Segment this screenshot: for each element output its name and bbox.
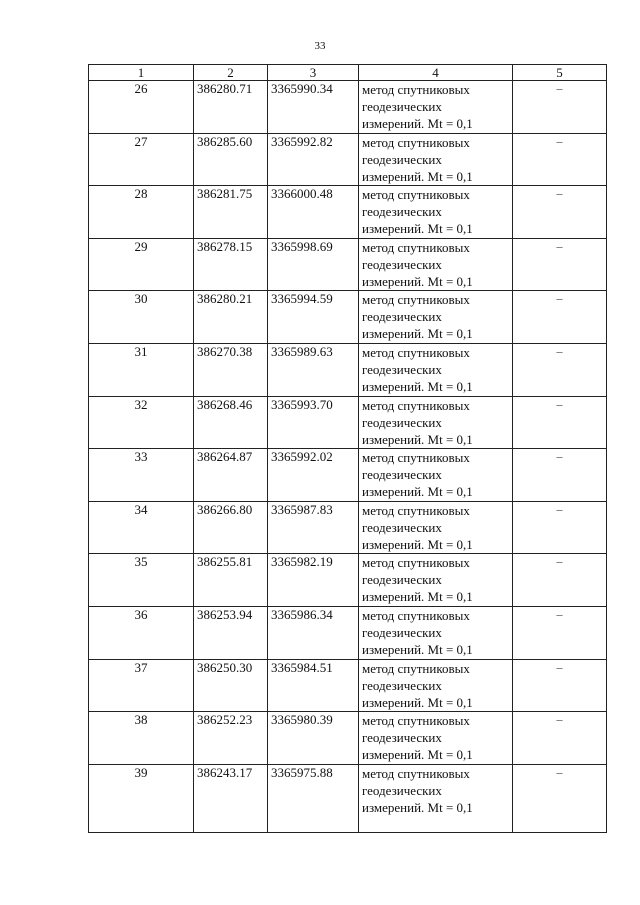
method-line-1: метод спутниковых — [362, 187, 470, 203]
x-coordinate-cell: 386268.46 — [194, 396, 268, 449]
point-number-cell: 32 — [89, 396, 194, 449]
table-row — [89, 554, 607, 607]
description-cell: – — [513, 659, 607, 712]
table-row — [89, 501, 607, 554]
table-row — [89, 712, 607, 765]
method-line-2: геодезических — [362, 256, 442, 272]
method-cell — [359, 291, 513, 344]
method-cell — [359, 186, 513, 239]
x-coordinate-cell: 386252.23 — [194, 712, 268, 765]
method-line-2: геодезических — [362, 361, 442, 377]
method-line-3: измерений. Mt = 0,1 — [362, 484, 473, 500]
y-coordinate-cell: 3365998.69 — [268, 238, 359, 291]
table-row — [89, 606, 607, 659]
y-coordinate-cell: 3365987.83 — [268, 501, 359, 554]
point-number-cell: 30 — [89, 291, 194, 344]
method-line-2: геодезических — [362, 730, 442, 746]
method-line-1: метод спутниковых — [362, 397, 470, 413]
x-coordinate-cell: 386278.15 — [194, 238, 268, 291]
x-coordinate-cell: 386280.71 — [194, 81, 268, 134]
x-coordinate-cell: 386280.21 — [194, 291, 268, 344]
header-cell-2: 2 — [194, 65, 268, 81]
header-cell-4: 4 — [359, 65, 513, 81]
point-number-cell: 27 — [89, 133, 194, 186]
method-line-3: измерений. Mt = 0,1 — [362, 536, 473, 552]
description-cell: – — [513, 186, 607, 239]
header-row — [89, 65, 607, 81]
method-line-2: геодезических — [362, 467, 442, 483]
description-cell: – — [513, 81, 607, 134]
method-cell — [359, 712, 513, 765]
description-cell: – — [513, 238, 607, 291]
x-coordinate-cell: 386243.17 — [194, 764, 268, 832]
point-number-cell: 35 — [89, 554, 194, 607]
y-coordinate-cell: 3365992.82 — [268, 133, 359, 186]
method-line-1: метод спутниковых — [362, 713, 470, 729]
method-line-2: геодезических — [362, 677, 442, 693]
method-line-1: метод спутниковых — [362, 450, 470, 466]
method-line-1: метод спутниковых — [362, 607, 470, 623]
method-line-3: измерений. Mt = 0,1 — [362, 431, 473, 447]
method-line-1: метод спутниковых — [362, 292, 470, 308]
table-row — [89, 81, 607, 134]
method-cell — [359, 659, 513, 712]
description-cell: – — [513, 606, 607, 659]
y-coordinate-cell: 3365993.70 — [268, 396, 359, 449]
method-line-2: геодезических — [362, 782, 442, 798]
method-line-3: измерений. Mt = 0,1 — [362, 326, 473, 342]
table-row — [89, 133, 607, 186]
header-cell-3: 3 — [268, 65, 359, 81]
y-coordinate-cell: 3366000.48 — [268, 186, 359, 239]
x-coordinate-cell: 386270.38 — [194, 343, 268, 396]
method-line-1: метод спутниковых — [362, 239, 470, 255]
point-number-cell: 29 — [89, 238, 194, 291]
method-line-2: геодезических — [362, 624, 442, 640]
x-coordinate-cell: 386266.80 — [194, 501, 268, 554]
point-number-cell: 31 — [89, 343, 194, 396]
method-line-1: метод спутниковых — [362, 660, 470, 676]
method-line-2: геодезических — [362, 414, 442, 430]
table-row — [89, 396, 607, 449]
method-line-1: метод спутниковых — [362, 344, 470, 360]
method-cell — [359, 133, 513, 186]
y-coordinate-cell: 3365992.02 — [268, 449, 359, 502]
point-number-cell: 28 — [89, 186, 194, 239]
x-coordinate-cell: 386264.87 — [194, 449, 268, 502]
method-cell — [359, 606, 513, 659]
y-coordinate-cell: 3365986.34 — [268, 606, 359, 659]
method-line-1: метод спутниковых — [362, 82, 470, 97]
x-coordinate-cell: 386285.60 — [194, 133, 268, 186]
page-number: 33 — [314, 40, 326, 52]
description-cell: – — [513, 449, 607, 502]
description-cell: – — [513, 343, 607, 396]
description-cell: – — [513, 291, 607, 344]
table-row — [89, 238, 607, 291]
table-row — [89, 343, 607, 396]
coordinates-table — [88, 64, 607, 833]
method-line-2: геодезических — [362, 151, 442, 167]
header-cell-1: 1 — [89, 65, 194, 81]
x-coordinate-cell: 386253.94 — [194, 606, 268, 659]
method-cell — [359, 449, 513, 502]
method-line-2: геодезических — [362, 99, 442, 114]
header-cell-5: 5 — [513, 65, 607, 81]
description-cell: – — [513, 764, 607, 832]
method-line-2: геодезических — [362, 519, 442, 535]
method-cell — [359, 501, 513, 554]
table-row — [89, 659, 607, 712]
method-line-3: измерений. Mt = 0,1 — [362, 589, 473, 605]
method-line-3: измерений. Mt = 0,1 — [362, 641, 473, 657]
point-number-cell: 36 — [89, 606, 194, 659]
method-line-3: измерений. Mt = 0,1 — [362, 168, 473, 184]
table-row — [89, 186, 607, 239]
x-coordinate-cell: 386281.75 — [194, 186, 268, 239]
method-cell — [359, 81, 513, 134]
y-coordinate-cell: 3365980.39 — [268, 712, 359, 765]
point-number-cell: 34 — [89, 501, 194, 554]
y-coordinate-cell: 3365982.19 — [268, 554, 359, 607]
method-line-1: метод спутниковых — [362, 765, 470, 781]
method-line-2: геодезических — [362, 204, 442, 220]
point-number-cell: 26 — [89, 81, 194, 134]
method-line-2: геодезических — [362, 309, 442, 325]
description-cell: – — [513, 554, 607, 607]
point-number-cell: 39 — [89, 764, 194, 832]
y-coordinate-cell: 3365994.59 — [268, 291, 359, 344]
method-cell — [359, 554, 513, 607]
y-coordinate-cell: 3365975.88 — [268, 764, 359, 832]
method-line-3: измерений. Mt = 0,1 — [362, 747, 473, 763]
table-row — [89, 291, 607, 344]
method-line-3: измерений. Mt = 0,1 — [362, 799, 473, 815]
method-line-1: метод спутниковых — [362, 555, 470, 571]
method-line-3: измерений. Mt = 0,1 — [362, 694, 473, 710]
method-line-2: геодезических — [362, 572, 442, 588]
method-cell — [359, 343, 513, 396]
table-row — [89, 764, 607, 832]
point-number-cell: 33 — [89, 449, 194, 502]
point-number-cell: 37 — [89, 659, 194, 712]
method-line-1: метод спутниковых — [362, 134, 470, 150]
method-line-3: измерений. Mt = 0,1 — [362, 221, 473, 237]
x-coordinate-cell: 386250.30 — [194, 659, 268, 712]
y-coordinate-cell: 3365984.51 — [268, 659, 359, 712]
method-line-3: измерений. Mt = 0,1 — [362, 273, 473, 289]
method-line-3: измерений. Mt = 0,1 — [362, 116, 473, 131]
description-cell: – — [513, 133, 607, 186]
y-coordinate-cell: 3365990.34 — [268, 81, 359, 134]
method-line-1: метод спутниковых — [362, 502, 470, 518]
method-cell — [359, 396, 513, 449]
description-cell: – — [513, 396, 607, 449]
x-coordinate-cell: 386255.81 — [194, 554, 268, 607]
y-coordinate-cell: 3365989.63 — [268, 343, 359, 396]
description-cell: – — [513, 712, 607, 765]
table-body — [89, 81, 607, 833]
point-number-cell: 38 — [89, 712, 194, 765]
method-cell — [359, 764, 513, 832]
method-cell — [359, 238, 513, 291]
table-row — [89, 449, 607, 502]
method-line-3: измерений. Mt = 0,1 — [362, 378, 473, 394]
description-cell: – — [513, 501, 607, 554]
